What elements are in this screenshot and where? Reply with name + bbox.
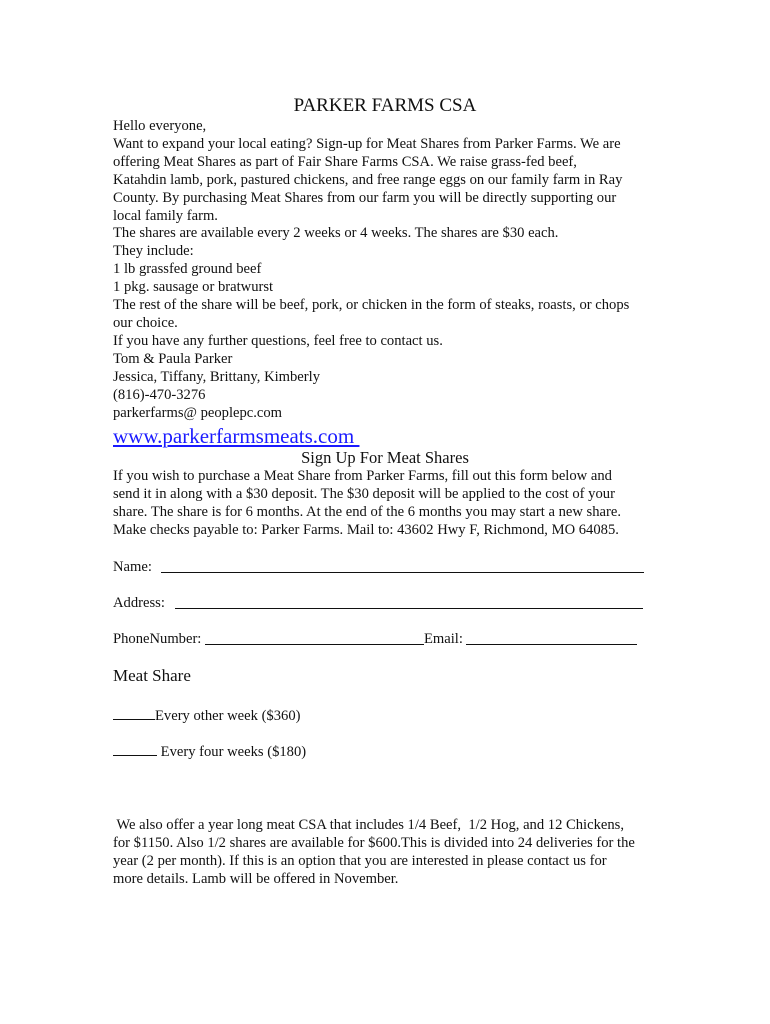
email-label: Email:: [424, 631, 463, 647]
signup-line: If you wish to purchase a Meat Share from Parker Farms, fill out this form below and: [113, 468, 612, 484]
signup-line: Make checks payable to: Parker Farms. Mail to: 43602 Hwy F, Richmond, MO 64085.: [113, 521, 619, 538]
closing-line: more details. Lamb will be offered in November.: [113, 870, 399, 887]
intro-line: The rest of the share will be beef, pork, or chicken in the form of steaks, roasts, or chops: [113, 297, 630, 314]
intro-line: 1 pkg. sausage or bratwurst: [113, 279, 274, 296]
signup-line: send it in along with a $30 deposit. The $30 deposit will be applied to the cost of your: [113, 485, 615, 502]
contact-family: Jessica, Tiffany, Brittany, Kimberly: [113, 368, 320, 385]
closing-line: year (2 per month). If this is an option that you are interested in please contact us for: [113, 852, 607, 869]
phone-label: PhoneNumber:: [113, 631, 202, 647]
signup-line: share. The share is for 6 months. At the end of the 6 months you may start a new share.: [113, 503, 621, 520]
address-label: Address:: [113, 595, 165, 611]
signup-heading: Sign Up For Meat Shares: [301, 448, 469, 467]
intro-line: They include:: [113, 243, 194, 260]
name-field[interactable]: [161, 572, 644, 573]
contact-names: Tom & Paula Parker: [113, 350, 233, 367]
intro-line: The shares are available every 2 weeks or 4 weeks. The shares are $30 each.: [113, 225, 559, 242]
intro-line: our choice.: [113, 314, 178, 331]
intro-line: If you have any further questions, feel free to contact us.: [113, 332, 443, 349]
intro-line: Hello everyone,: [113, 118, 207, 134]
year-long-csa-paragraph: [113, 817, 635, 889]
website-link[interactable]: www.parkerfarmsmeats.com: [113, 424, 360, 448]
option-blank[interactable]: [113, 707, 155, 720]
page-title: PARKER FARMS CSA: [293, 95, 477, 116]
contact-email: parkerfarms@ peoplepc.com: [113, 404, 283, 421]
intro-line: County. By purchasing Meat Shares from our farm you will be directly supporting our: [113, 189, 617, 206]
meat-share-heading: Meat Share: [113, 666, 191, 685]
option-blank[interactable]: [113, 743, 157, 756]
intro-line: 1 lb grassfed ground beef: [113, 261, 262, 278]
intro-line: Want to expand your local eating? Sign-up for Meat Shares from Parker Farms. We are: [113, 135, 621, 152]
intro-paragraph: [113, 118, 673, 422]
signup-instructions: [113, 468, 621, 540]
option-label: Every four weeks ($180): [157, 744, 307, 760]
contact-phone: (816)-470-3276: [113, 386, 206, 403]
option-every-other-week[interactable]: [113, 707, 300, 725]
address-field[interactable]: [175, 608, 643, 609]
phone-field[interactable]: [205, 644, 424, 645]
closing-line: We also offer a year long meat CSA that includes 1/4 Beef, 1/2 Hog, and 12 Chickens,: [113, 817, 624, 833]
email-field[interactable]: [466, 644, 637, 645]
option-every-four-weeks[interactable]: [113, 743, 306, 761]
intro-line: local family farm.: [113, 207, 218, 224]
name-label: Name:: [113, 559, 152, 575]
intro-line: Katahdin lamb, pork, pastured chickens, and free range eggs on our family farm in Ray: [113, 171, 623, 188]
option-label: Every other week ($360): [155, 708, 301, 724]
closing-line: for $1150. Also 1/2 shares are available for $600.This is divided into 24 deliveries for the: [113, 834, 635, 851]
intro-line: offering Meat Shares as part of Fair Share Farms CSA. We raise grass-fed beef,: [113, 153, 577, 170]
